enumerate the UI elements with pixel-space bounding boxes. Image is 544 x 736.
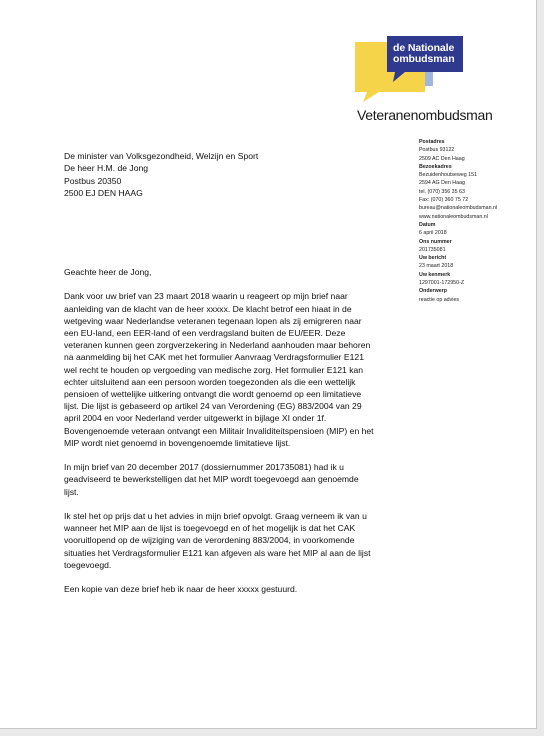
bezoekadres-label: Bezoekadres <box>419 163 452 170</box>
telephone: tel. (070) 356 35 63 <box>419 188 465 195</box>
paragraph-line: Dank voor uw brief van 23 maart 2018 waarin u reageert op mijn brief naar <box>64 291 348 302</box>
page-shadow-bottom <box>0 729 544 736</box>
postadres-label: Postadres <box>419 139 445 145</box>
recipient-address <box>64 150 258 199</box>
paragraph-line: Ik stel het op prijs dat u het advies in mijn brief opvolgt. Graag verneem ik van u <box>64 511 367 522</box>
email-link[interactable]: bureau@nationaleombudsman.nl <box>419 205 498 212</box>
paragraph-line: na aanmelding bij het CAK met het formulier Aanvraag Verdragsformulier E121 <box>64 352 364 363</box>
address-line-2: De heer H.M. de Jong <box>64 163 149 174</box>
paragraph-line: veteranen kunnen geen zorgverzekering in Nederland aanhouden maar behoren <box>64 340 371 351</box>
paragraph-3 <box>64 510 409 571</box>
uw-bericht-label: Uw bericht <box>419 255 447 262</box>
paragraph-line: lijst. Die lijst is gebaseerd op artikel 24 van Verordening (EG) 883/2004 van 29 <box>64 401 362 412</box>
onderwerp-value: reactie op advies <box>419 296 460 303</box>
paragraph-line: In mijn brief van 20 december 2017 (dossiernummer 201735081) had ik u <box>64 462 344 473</box>
paragraph-line: lijst. <box>64 486 79 497</box>
paragraph-line: situaties het Verdragsformulier E121 kan afgeven als ware het MIP al aan de lijst <box>64 547 371 558</box>
logo-text <box>393 43 455 65</box>
paragraph-line: wanneer het MIP aan de lijst is toegevoegd en of het mogelijk is dat het CAK <box>64 523 356 534</box>
bezoekadres-line-1: Bezuidenhoutseweg 151 <box>419 172 478 179</box>
salutation: Geachte heer de Jong, <box>64 267 152 277</box>
uw-bericht-value: 23 maart 2018 <box>419 263 454 270</box>
nationale-ombudsman-logo <box>355 36 467 104</box>
paragraph-line: april 2004 en voor Nederland verder uitgewerkt in bijlage XI onder 1f. <box>64 413 327 424</box>
ons-nummer-label: Ons nummer <box>419 238 452 245</box>
datum-value: 6 april 2018 <box>419 230 447 237</box>
datum-label: Datum <box>419 221 436 228</box>
paragraph-line: pensioen of wettelijke uitkering ontvangt die wordt genoemd op een limitatieve <box>64 389 362 400</box>
website-link[interactable]: www.nationaleombudsman.nl <box>419 213 488 220</box>
paragraph-line: wel recht te houden op vergoeding van medische zorg. Het formulier E121 kan <box>64 364 364 375</box>
sender-details <box>419 138 534 304</box>
logo-line-1: de Nationale <box>393 42 455 54</box>
postadres-line-1: Postbus 93122 <box>419 147 455 154</box>
paragraph-line: MIP wordt niet genoemd in bovengenoemde limitatieve lijst. <box>64 437 291 448</box>
paragraph-line: echter uitsluitend aan een persoon worden toegezonden als die een wettelijk <box>64 376 356 387</box>
address-line-4: 2500 EJ DEN HAAG <box>64 187 143 198</box>
address-line-1: De minister van Volksgezondheid, Welzijn en Sport <box>64 151 259 161</box>
fax: Fax: (070) 360 75 72 <box>419 197 469 204</box>
paragraph-line: geadviseerd te bewerkstelligen dat het MIP wordt toegevoegd aan genoemde <box>64 474 359 485</box>
paragraph-line: Bovengenoemde veteraan ontvangt een Militair Invaliditeitspensioen (MIP) en het <box>64 425 374 436</box>
postadres-line-2: 2509 AC Den Haag <box>419 155 465 162</box>
paragraph-line: een EU-land, een EER-land of een verdragsland buiten de EU/EER. Deze <box>64 328 346 338</box>
address-line-3: Postbus 20350 <box>64 175 122 186</box>
onderwerp-label: Onderwerp <box>419 288 447 295</box>
veteranenombudsman-title: Veteranenombudsman <box>357 107 493 123</box>
paragraph-4: Een kopie van deze brief heb ik naar de heer xxxxx gestuurd. <box>64 584 298 595</box>
paragraph-line: wetgeving waar Nederlandse veteranen tegenaan lopen als zij emigreren naar <box>64 315 362 326</box>
ons-nummer-value: 201735081 <box>419 246 446 253</box>
uw-kenmerk-label: Uw kenmerk <box>419 271 451 278</box>
paragraph-line: vooruitlopend op de wijziging van de verordening 883/2004, in voorkomende <box>64 535 355 546</box>
bezoekadres-line-2: 2594 AG Den Haag <box>419 180 465 187</box>
letter-body <box>64 266 409 595</box>
uw-kenmerk-value: 1297001-172950-Z <box>419 280 465 287</box>
page-shadow-right <box>537 0 544 736</box>
paragraph-1 <box>64 290 409 449</box>
paragraph-line: aanleiding van de klacht van de heer xxxxx. De klacht betrof een hiaat in de <box>64 303 352 314</box>
paragraph-2 <box>64 461 409 498</box>
logo-line-2: ombudsman <box>393 53 455 65</box>
paragraph-line: toegevoegd. <box>64 559 112 570</box>
